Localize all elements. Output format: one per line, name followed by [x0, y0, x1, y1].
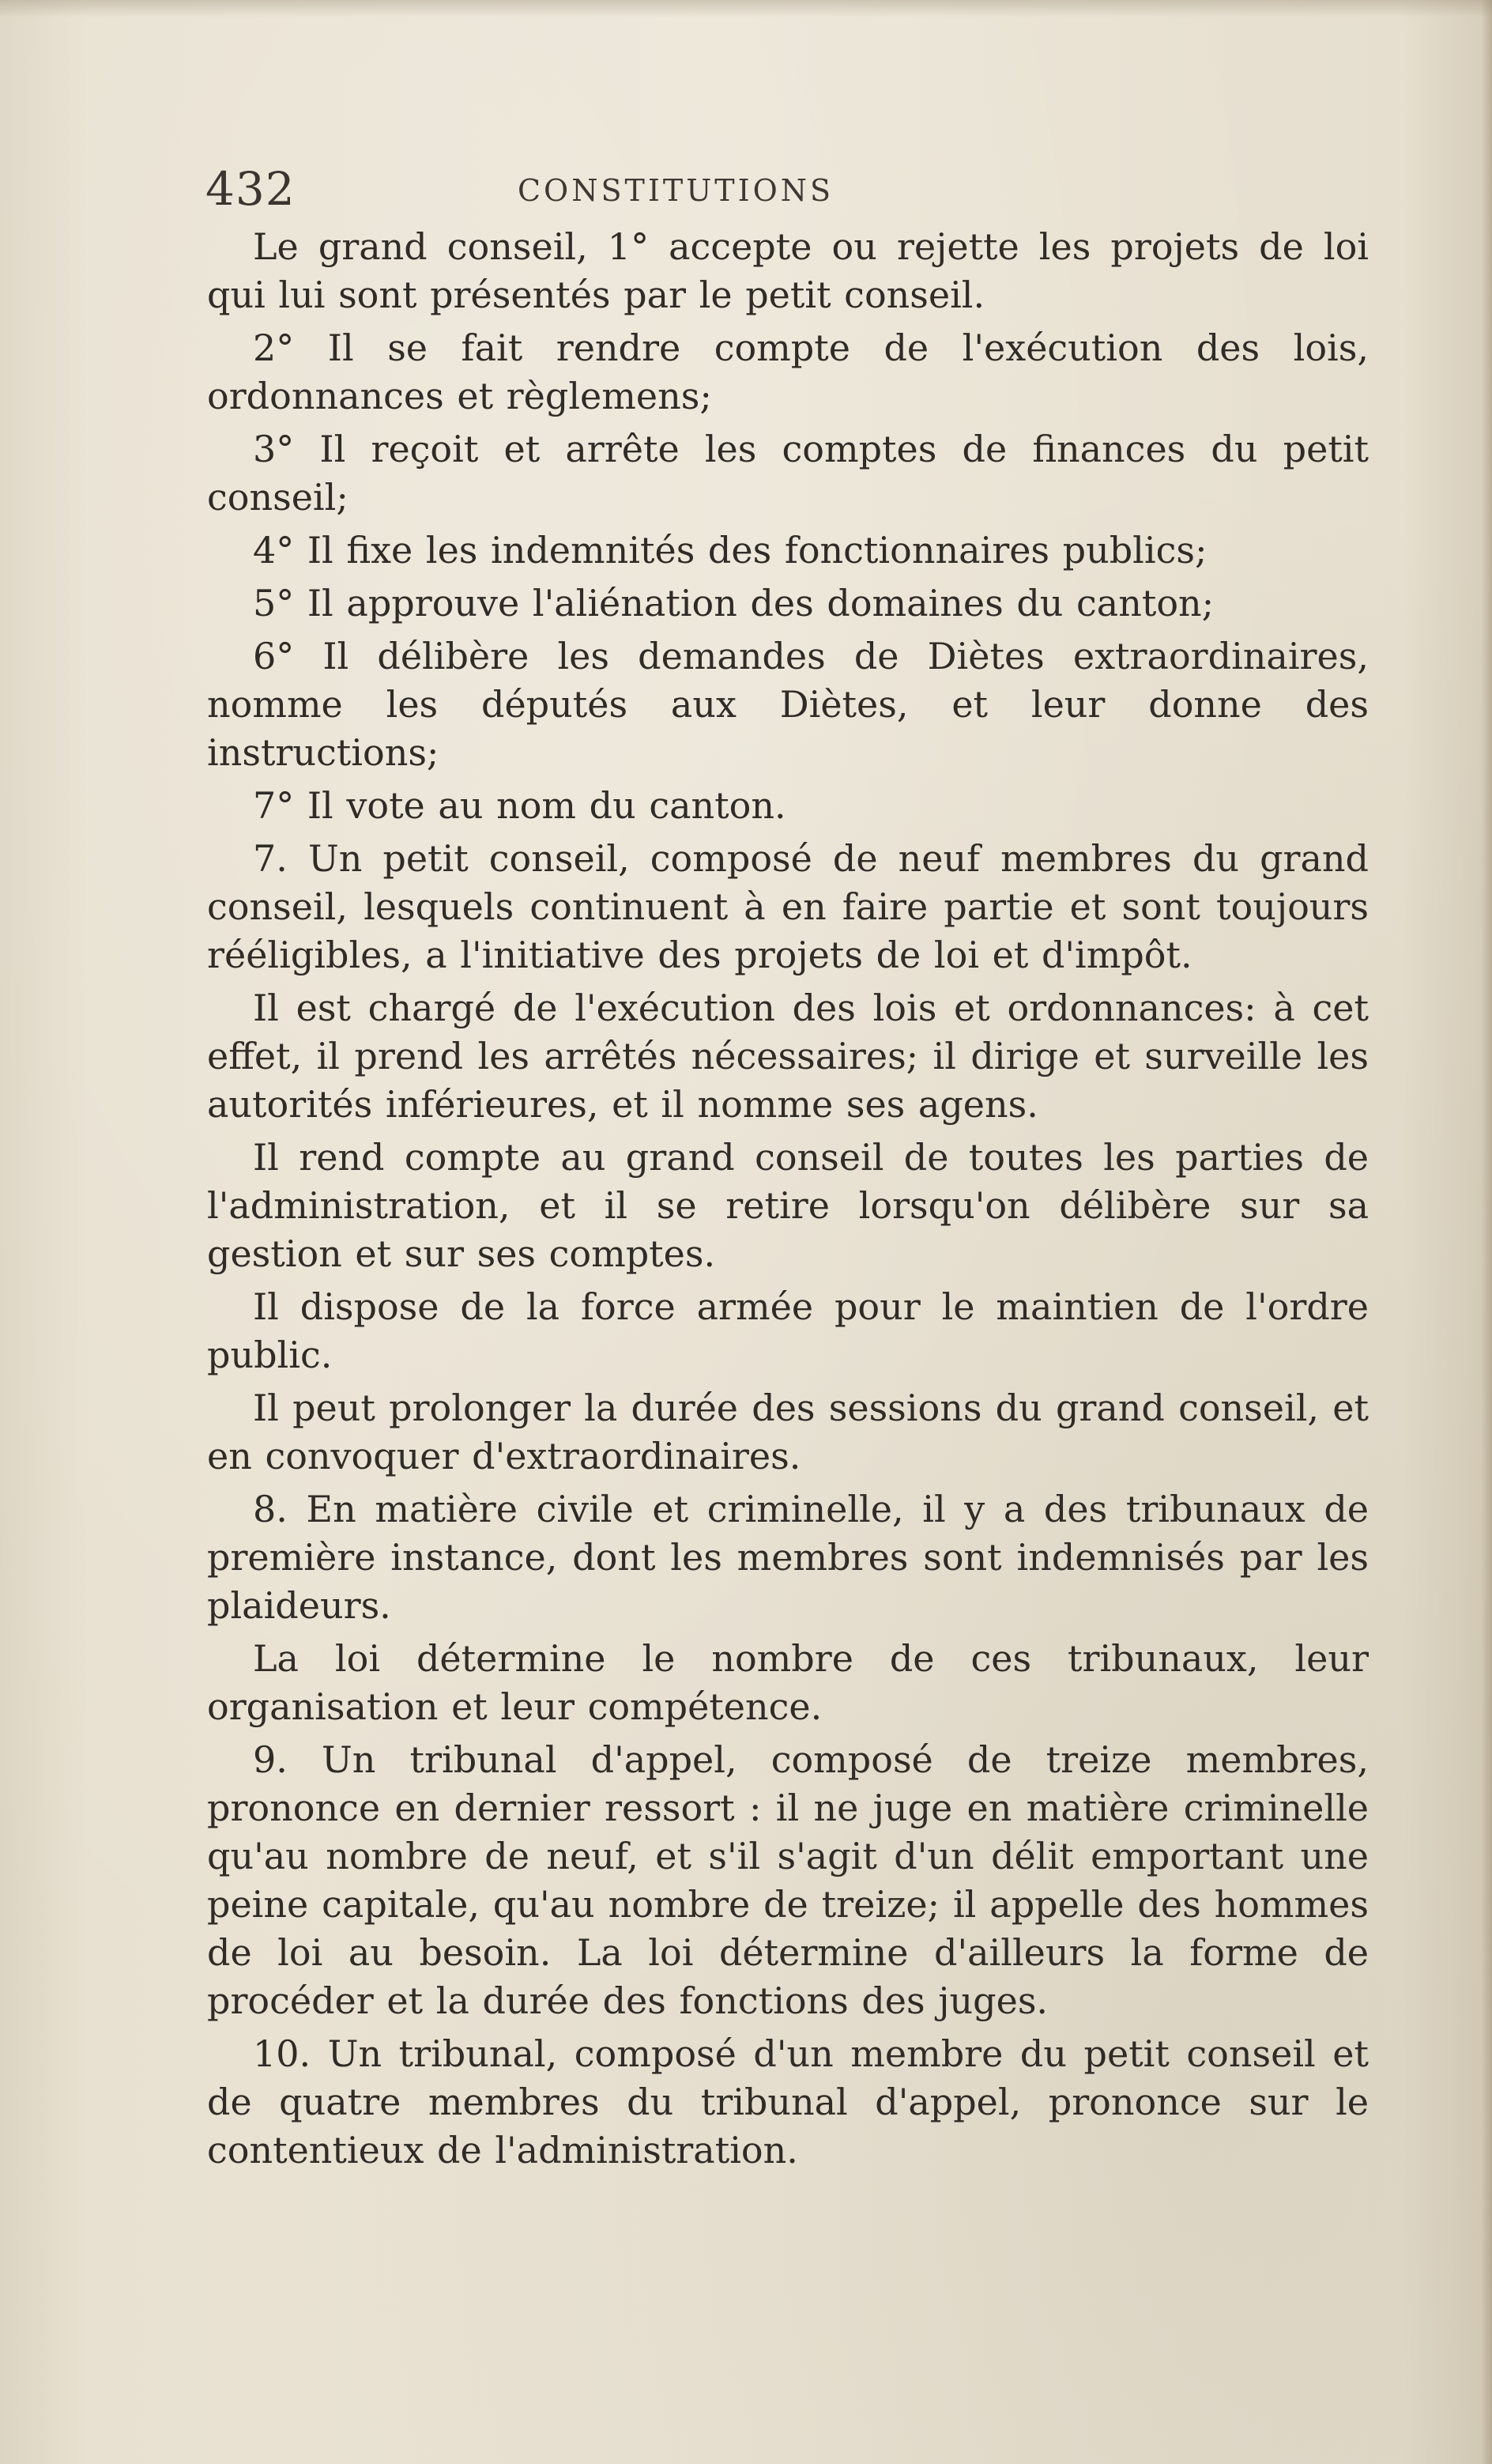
paragraph: 10. Un tribunal, composé d'un membre du petit conseil et de quatre membres du tribunal d'appel, prononce sur le contentieux de l'administration. — [207, 2032, 1369, 2172]
page-number: 432 — [205, 162, 296, 216]
paragraph: 8. En matière civile et criminelle, il y a des tribunaux de première instance, dont les membres sont indemnisés par les plaideurs. — [207, 1488, 1369, 1627]
page-edge-right — [1481, 0, 1492, 2464]
running-head: CONSTITUTIONS — [517, 173, 835, 208]
paragraph: 5° Il approuve l'aliénation des domaines du canton; — [253, 582, 1215, 624]
paragraph: 9. Un tribunal d'appel, composé de treize membres, prononce en dernier ressort : il ne juge en matière criminelle qu'au nombre de neuf, et s'il s'agit d'un délit emportant une peine capitale, qu'au nombre de treize; il appelle des hommes de loi au besoin. La loi détermine d'ailleurs la forme de procéder et la durée des fonctions des juges. — [207, 1738, 1369, 2022]
body-text — [207, 223, 1369, 2179]
paragraph: Le grand conseil, 1° accepte ou rejette les projets de loi qui lui sont présentés par le petit conseil. — [207, 225, 1369, 316]
paragraph: Il est chargé de l'exécution des lois et ordonnances: à cet effet, il prend les arrêtés nécessaires; il dirige et surveille les autorités inférieures, et il nomme ses agens. — [207, 987, 1369, 1126]
paragraph: 4° Il fixe les indemnités des fonctionnaires publics; — [253, 529, 1208, 572]
paragraph: Il peut prolonger la durée des sessions du grand conseil, et en convoquer d'extraordinaires. — [207, 1387, 1369, 1477]
page-edge-top — [0, 0, 1492, 17]
paragraph: 3° Il reçoit et arrête les comptes de finances du petit conseil; — [207, 428, 1369, 519]
paragraph: 6° Il délibère les demandes de Diètes extraordinaires, nomme les députés aux Diètes, et leur donne des instructions; — [207, 635, 1369, 774]
paragraph: 7° Il vote au nom du canton. — [253, 784, 786, 827]
paragraph: Il dispose de la force armée pour le maintien de l'ordre public. — [207, 1285, 1369, 1376]
paragraph: Il rend compte au grand conseil de toutes les parties de l'administration, et il se retire lorsqu'on délibère sur sa gestion et sur ses comptes. — [207, 1136, 1369, 1275]
paragraph: La loi détermine le nombre de ces tribunaux, leur organisation et leur compétence. — [207, 1637, 1369, 1728]
paragraph: 7. Un petit conseil, composé de neuf membres du grand conseil, lesquels continuent à en faire partie et sont toujours rééligibles, a l'initiative des projets de loi et d'impôt. — [207, 837, 1369, 976]
paragraph: 2° Il se fait rendre compte de l'exécution des lois, ordonnances et règlemens; — [207, 326, 1369, 417]
page-header — [205, 162, 1367, 217]
